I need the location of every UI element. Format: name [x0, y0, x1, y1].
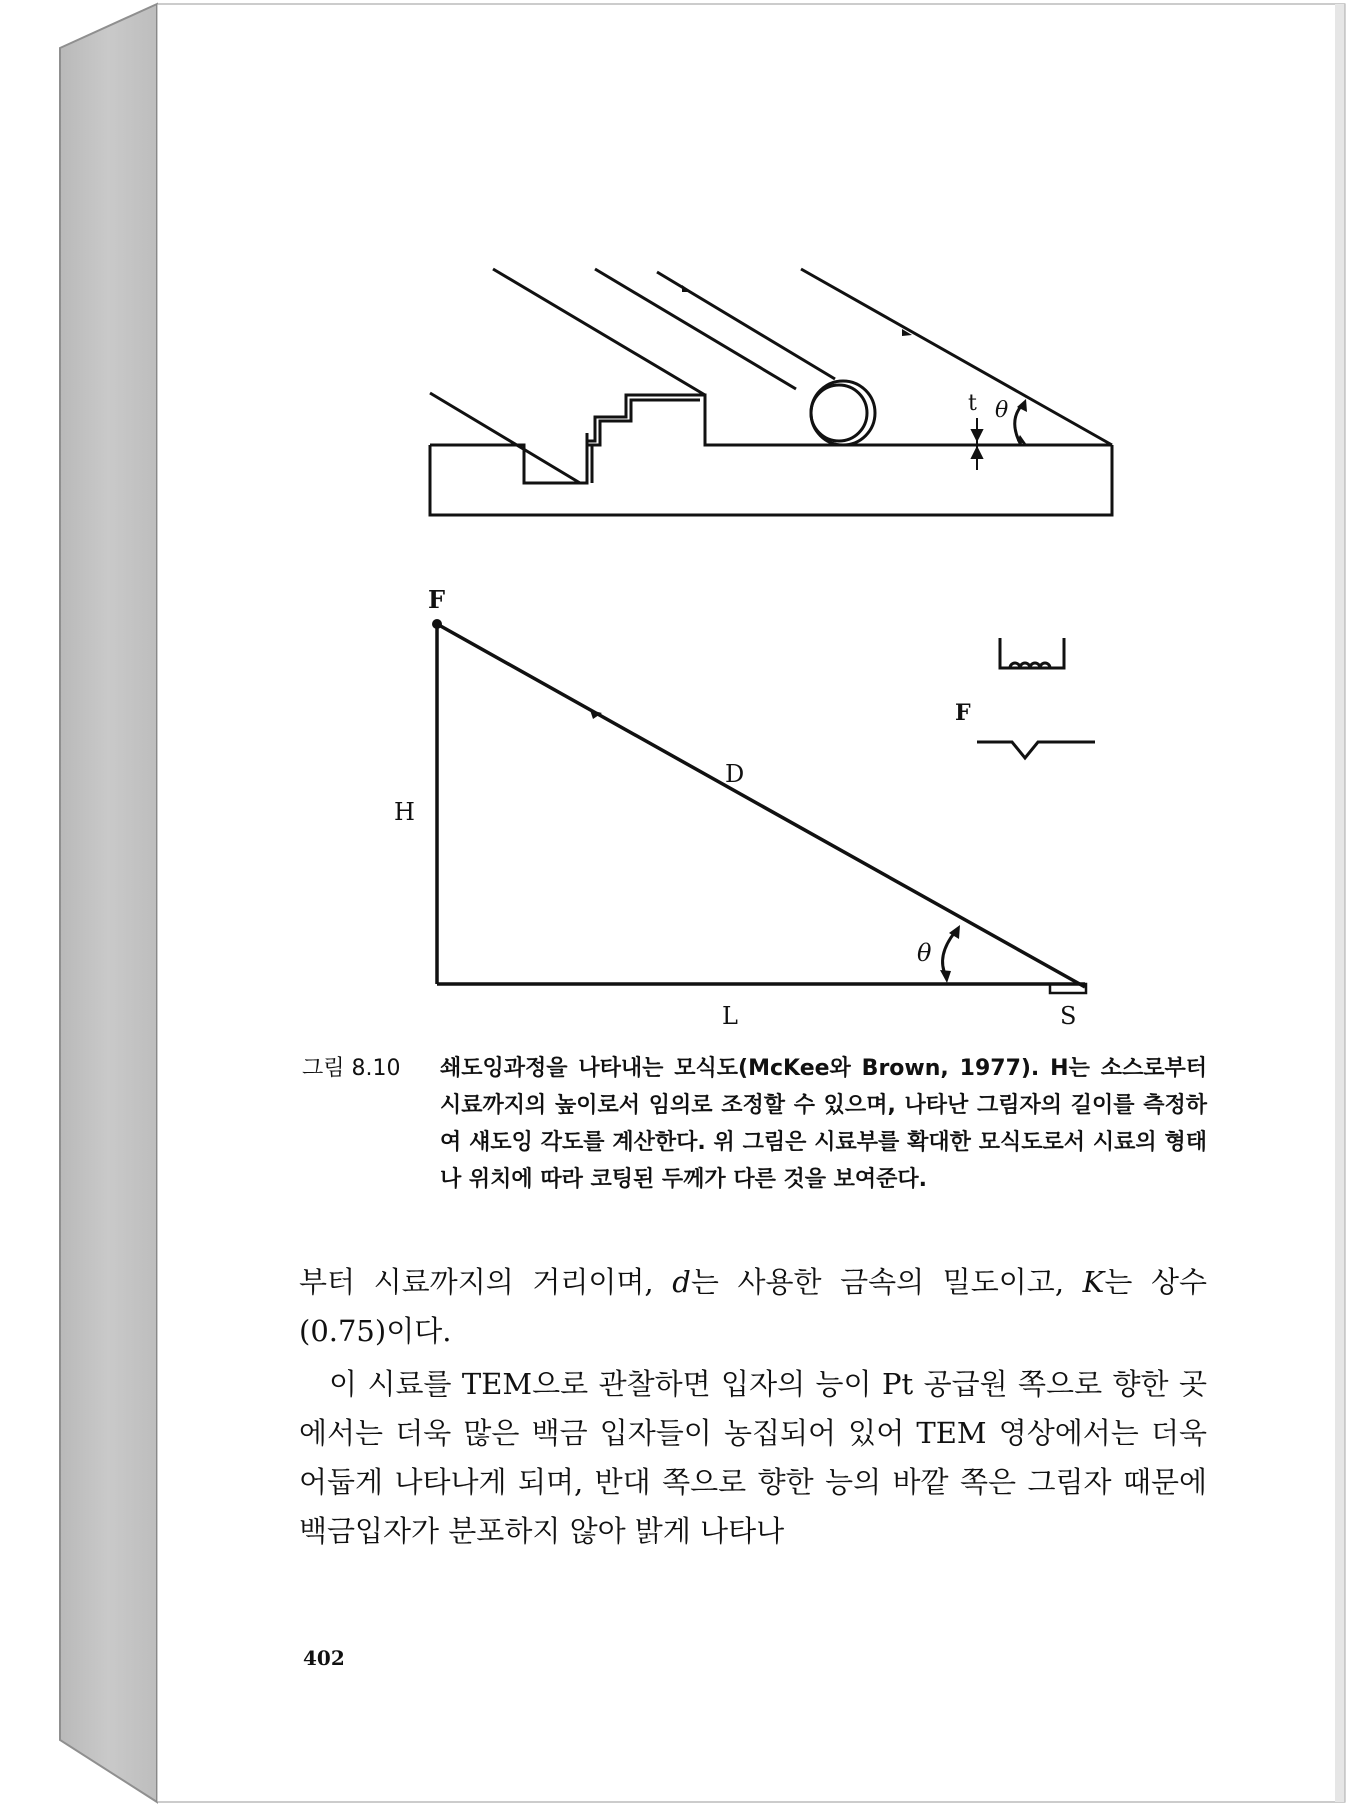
- paragraph-2: 이 시료를 TEM으로 관찰하면 입자의 능이 Pt 공급원 쪽으로 향한 곳에서는 더욱 많은 백금 입자들이 농집되어 있어 TEM 영상에서는 더욱 어둡게 나타나게 되며, 반대 쪽으로 향한 능의 바깥 쪽은 그림자 때문에 백금입자가 분포하지 않아 밝게 나타나: [299, 1367, 1207, 1548]
- sample-enlarged-diagram: [420, 255, 1120, 535]
- distance-label-D: D: [725, 760, 745, 788]
- body-text: [299, 1258, 1207, 1556]
- paragraph-1: 부터 시료까지의 거리이며, d는 사용한 금속의 밀도이고, K는 상수(0.75)이다.: [299, 1265, 1208, 1348]
- caption-number: 그림 8.10: [302, 1056, 401, 1081]
- angle-label-top: θ: [995, 398, 1009, 423]
- angle-label-bottom: θ: [917, 939, 932, 967]
- shadowing-geometry-diagram: [380, 580, 1140, 1050]
- filament-icon: [977, 638, 1095, 758]
- height-label-H: H: [394, 798, 415, 826]
- thickness-label: t: [968, 391, 977, 416]
- sample-label-S: S: [1060, 1002, 1077, 1030]
- filament-label-F: F: [955, 700, 971, 726]
- figure-caption: [302, 1050, 1207, 1198]
- page-number: 402: [303, 1646, 345, 1670]
- source-label-F: F: [428, 585, 446, 614]
- caption-text: 쇄도잉과정을 나타내는 모식도(McKee와 Brown, 1977). H는 소스로부터 시료까지의 높이로서 임의로 조정할 수 있으며, 나타난 그림자의 길이를 측정하여 섀도잉 각도를 계산한다. 위 그림은 시료부를 확대한 모식도로서 시료의 형태나 위치에 따라 코팅된 두께가 다른 것을 보여준다.: [440, 1056, 1207, 1192]
- length-label-L: L: [722, 1002, 738, 1030]
